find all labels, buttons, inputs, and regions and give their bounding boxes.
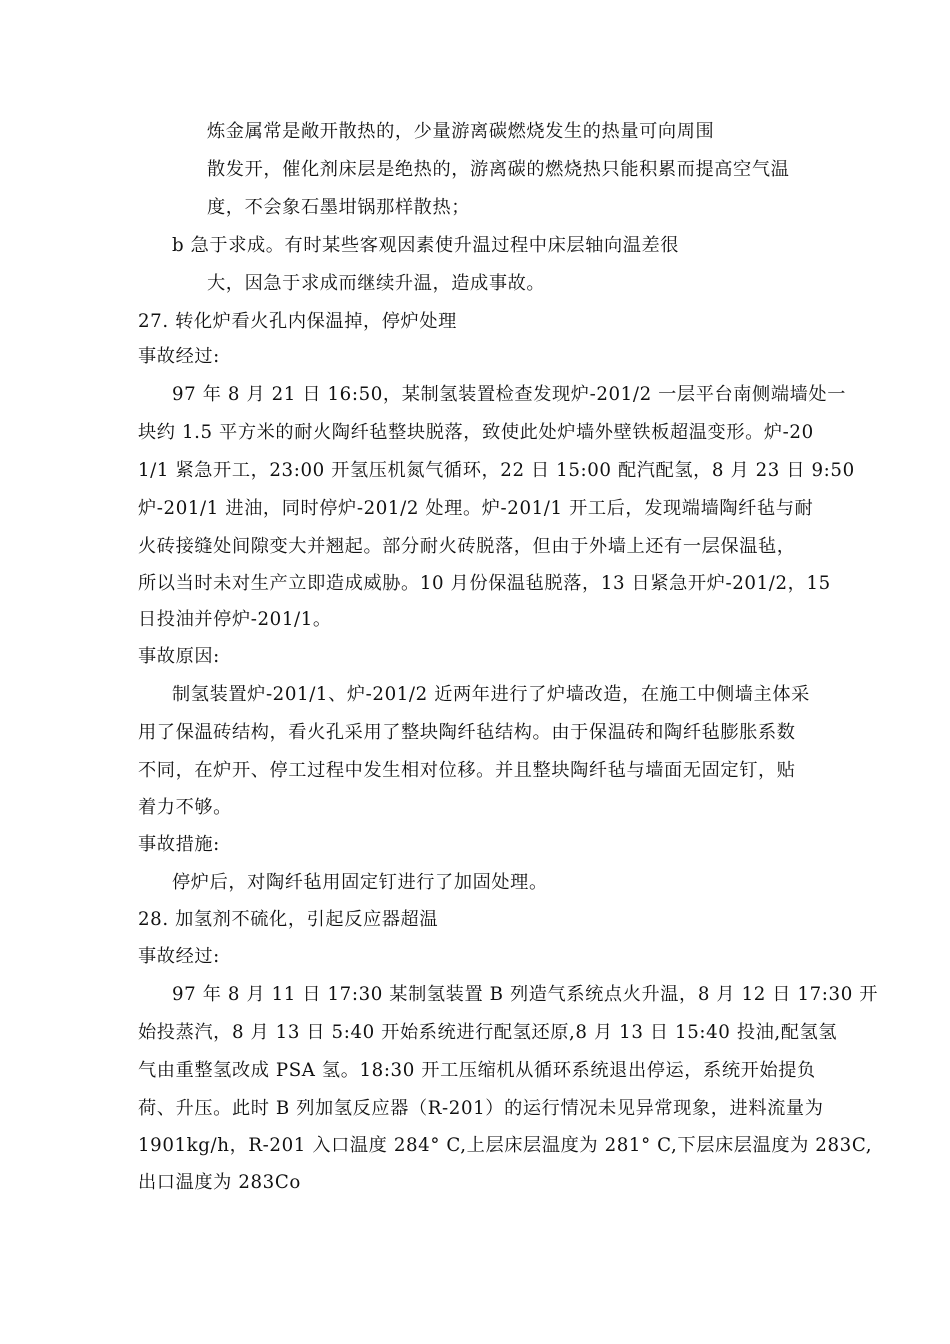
section-heading: 27. 转化炉看火孔内保温掉，停炉处理 <box>138 311 457 332</box>
text-line: 始投蒸汽，8 月 13 日 5:40 开始系统进行配氢还原,8 月 13 日 15:40 投油,配氢氢 <box>138 1022 838 1043</box>
subheading: 事故原因: <box>138 646 220 667</box>
section-heading: 28. 加氢剂不硫化，引起反应器超温 <box>138 909 439 930</box>
text-line: 炼金属常是敞开散热的，少量游离碳燃烧发生的热量可向周围 <box>207 121 715 142</box>
text-line: 1901kg/h，R-201 入口温度 284° C,上层床层温度为 281° C,下层床层温度为 283C, <box>138 1135 873 1156</box>
text-line: 火砖接缝处间隙变大并翘起。部分耐火砖脱落，但由于外墙上还有一层保温毡， <box>138 536 796 557</box>
text-line: 用了保温砖结构，看火孔采用了整块陶纤毡结构。由于保温砖和陶纤毡膨胀系数 <box>138 722 796 743</box>
text-line: 荷、升压。此时 B 列加氢反应器（R-201）的运行情况未见异常现象，进料流量为 <box>138 1098 824 1119</box>
subheading: 事故经过: <box>138 346 220 367</box>
text-line: 97 年 8 月 21 日 16:50，某制氢装置检查发现炉-201/2 一层平台南侧端墙处一 <box>172 384 846 405</box>
text-line: 1/1 紧急开工，23:00 开氢压机氮气循环，22 日 15:00 配汽配氢，8 月 23 日 9:50 <box>138 460 855 481</box>
text-line: b 急于求成。有时某些客观因素使升温过程中床层轴向温差很 <box>172 235 680 256</box>
text-line: 日投油并停炉-201/1。 <box>138 609 332 630</box>
text-line: 所以当时未对生产立即造成威胁。10 月份保温毡脱落，13 日紧急开炉-201/2，15 <box>138 573 831 594</box>
text-line: 散发开，催化剂床层是绝热的，游离碳的燃烧热只能积累而提高空气温 <box>207 159 790 180</box>
text-line: 度，不会象石墨坩锅那样散热； <box>207 197 471 218</box>
text-line: 停炉后，对陶纤毡用固定钉进行了加固处理。 <box>172 872 548 893</box>
text-line: 大，因急于求成而继续升温，造成事故。 <box>207 273 546 294</box>
text-line: 不同，在炉开、停工过程中发生相对位移。并且整块陶纤毡与墙面无固定钉，贴 <box>138 760 796 781</box>
text-line: 着力不够。 <box>138 797 232 818</box>
subheading: 事故经过: <box>138 946 220 967</box>
text-line: 炉-201/1 进油，同时停炉-201/2 处理。炉-201/1 开工后，发现端墙陶纤毡与耐 <box>138 498 814 519</box>
text-line: 出口温度为 283Co <box>138 1172 301 1193</box>
text-line: 块约 1.5 平方米的耐火陶纤毡整块脱落，致使此处炉墙外壁铁板超温变形。炉-20 <box>138 422 814 443</box>
text-line: 气由重整氢改成 PSA 氢。18:30 开工压缩机从循环系统退出停运，系统开始提负 <box>138 1060 816 1081</box>
text-line: 97 年 8 月 11 日 17:30 某制氢装置 B 列造气系统点火升温，8 月 12 日 17:30 开 <box>172 984 879 1005</box>
text-line: 制氢装置炉-201/1、炉-201/2 近两年进行了炉墙改造，在施工中侧墙主体采 <box>172 684 810 705</box>
subheading: 事故措施: <box>138 834 220 855</box>
